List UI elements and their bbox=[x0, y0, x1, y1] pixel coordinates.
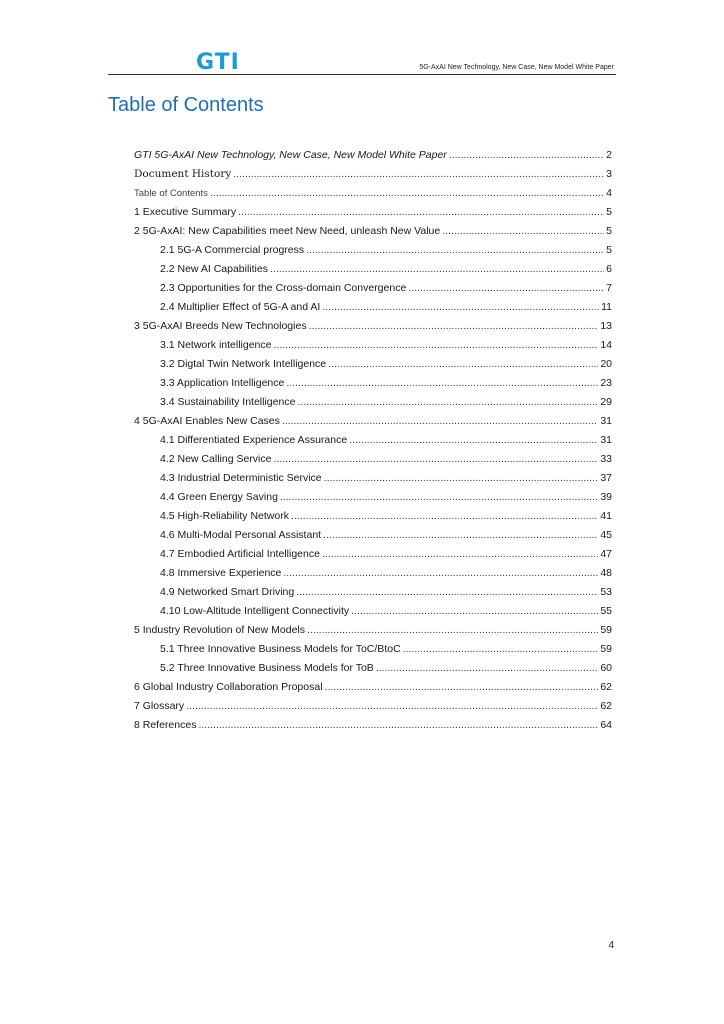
toc-entry-label: 2 5G-AxAI: New Capabilities meet New Need, unleash New Value bbox=[134, 225, 441, 237]
toc-entry-page: 45 bbox=[600, 529, 612, 541]
toc-entry[interactable] bbox=[134, 640, 612, 659]
toc-entry-label: 4.2 New Calling Service bbox=[160, 453, 272, 465]
toc-entry-label: 4.10 Low-Altitude Intelligent Connectivity bbox=[160, 605, 350, 617]
toc-entry-label: 2.3 Opportunities for the Cross-domain Convergence bbox=[160, 282, 407, 294]
toc-entry[interactable] bbox=[134, 583, 612, 602]
toc-entry-page: 53 bbox=[600, 586, 612, 598]
header-divider bbox=[108, 74, 616, 75]
toc-entry-page: 5 bbox=[606, 225, 612, 237]
toc-leader-dots bbox=[233, 165, 604, 184]
toc-leader-dots bbox=[198, 716, 598, 735]
toc-entry-page: 62 bbox=[600, 681, 612, 693]
toc-leader-dots bbox=[323, 526, 598, 545]
toc-entry[interactable] bbox=[134, 450, 612, 469]
toc-entry-label: 3.4 Sustainability Intelligence bbox=[160, 396, 296, 408]
toc-entry-page: 47 bbox=[600, 548, 612, 560]
toc-leader-dots bbox=[442, 222, 604, 241]
toc-leader-dots bbox=[351, 602, 598, 621]
toc-entry[interactable] bbox=[134, 146, 612, 165]
toc-leader-dots bbox=[186, 697, 598, 716]
toc-entry-page: 60 bbox=[600, 662, 612, 674]
toc-entry-label: 2.2 New AI Capabilities bbox=[160, 263, 268, 275]
toc-entry-label: Table of Contents bbox=[134, 188, 208, 199]
toc-entry-page: 29 bbox=[600, 396, 612, 408]
toc-entry[interactable] bbox=[134, 336, 612, 355]
toc-leader-dots bbox=[270, 260, 604, 279]
toc-entry[interactable] bbox=[134, 545, 612, 564]
toc-entry[interactable] bbox=[134, 602, 612, 621]
toc-leader-dots bbox=[297, 393, 598, 412]
toc-entry-page: 23 bbox=[600, 377, 612, 389]
toc-entry-label: 3.1 Network intelligence bbox=[160, 339, 272, 351]
toc-entry-page: 4 bbox=[606, 187, 612, 199]
toc-entry-label: 1 Executive Summary bbox=[134, 206, 237, 218]
toc-entry-page: 31 bbox=[600, 434, 612, 446]
toc-entry-page: 33 bbox=[600, 453, 612, 465]
toc-entry-page: 7 bbox=[606, 282, 612, 294]
gti-logo: GTI bbox=[196, 50, 240, 75]
toc-entry-label: 3.2 Digtal Twin Network Intelligence bbox=[160, 358, 327, 370]
toc-entry-label: 5 Industry Revolution of New Models bbox=[134, 624, 305, 636]
toc-entry[interactable] bbox=[134, 184, 612, 203]
toc-entry-page: 48 bbox=[600, 567, 612, 579]
toc-entry-label: 5.2 Three Innovative Business Models for ToB bbox=[160, 662, 374, 674]
toc-leader-dots bbox=[408, 279, 604, 298]
toc-leader-dots bbox=[325, 678, 599, 697]
toc-entry-page: 6 bbox=[606, 263, 612, 275]
toc-entry-label: 4.7 Embodied Artificial Intelligence bbox=[160, 548, 320, 560]
toc-entry[interactable] bbox=[134, 355, 612, 374]
toc-entry-label: 3 5G-AxAI Breeds New Technologies bbox=[134, 320, 307, 332]
toc-leader-dots bbox=[296, 583, 598, 602]
toc-entry-label: 4.6 Multi-Modal Personal Assistant bbox=[160, 529, 322, 541]
toc-entry[interactable] bbox=[134, 279, 612, 298]
toc-entry-label: 4.1 Differentiated Experience Assurance bbox=[160, 434, 348, 446]
toc-leader-dots bbox=[283, 564, 598, 583]
toc-leader-dots bbox=[238, 203, 604, 222]
toc-entry-label: 4.8 Immersive Experience bbox=[160, 567, 282, 579]
toc-entry-label: 4 5G-AxAI Enables New Cases bbox=[134, 415, 280, 427]
toc-leader-dots bbox=[280, 488, 598, 507]
toc-entry[interactable] bbox=[134, 317, 612, 336]
toc-entry-page: 41 bbox=[600, 510, 612, 522]
toc-leader-dots bbox=[210, 184, 604, 203]
toc-entry-page: 59 bbox=[600, 643, 612, 655]
toc-entry-label: 2.4 Multiplier Effect of 5G-A and AI bbox=[160, 301, 321, 313]
toc-entry-page: 11 bbox=[601, 301, 612, 313]
toc-leader-dots bbox=[309, 317, 599, 336]
toc-entry-page: 14 bbox=[600, 339, 612, 351]
header-document-title: 5G-AxAI New Technology, New Case, New Model White Paper bbox=[419, 64, 614, 71]
toc-entry-page: 3 bbox=[606, 168, 612, 180]
toc-entry-page: 20 bbox=[600, 358, 612, 370]
toc-entry-page: 59 bbox=[600, 624, 612, 636]
toc-entry-label: 3.3 Application Intelligence bbox=[160, 377, 285, 389]
toc-leader-dots bbox=[403, 640, 599, 659]
toc-entry[interactable] bbox=[134, 393, 612, 412]
toc-entry[interactable] bbox=[134, 621, 612, 640]
toc-leader-dots bbox=[286, 374, 598, 393]
toc-entry[interactable] bbox=[134, 526, 612, 545]
toc-leader-dots bbox=[328, 355, 598, 374]
toc-entry[interactable] bbox=[134, 716, 612, 735]
toc-leader-dots bbox=[376, 659, 598, 678]
toc-entry-label: 8 References bbox=[134, 719, 197, 731]
toc-entry[interactable] bbox=[134, 412, 612, 431]
toc-leader-dots bbox=[324, 469, 599, 488]
toc-leader-dots bbox=[307, 621, 598, 640]
toc-entry[interactable] bbox=[134, 260, 612, 279]
page-number: 4 bbox=[608, 940, 614, 951]
toc-leader-dots bbox=[322, 298, 599, 317]
toc-entry-page: 37 bbox=[600, 472, 612, 484]
toc-leader-dots bbox=[322, 545, 598, 564]
page-title: Table of Contents bbox=[108, 94, 264, 116]
toc-entry-label: 5.1 Three Innovative Business Models for ToC/BtoC bbox=[160, 643, 401, 655]
toc-entry[interactable] bbox=[134, 165, 612, 184]
toc-entry-label: 7 Glossary bbox=[134, 700, 185, 712]
toc-entry[interactable] bbox=[134, 564, 612, 583]
toc-entry-label: 4.3 Industrial Deterministic Service bbox=[160, 472, 322, 484]
toc-entry-page: 64 bbox=[600, 719, 612, 731]
toc-entry[interactable] bbox=[134, 469, 612, 488]
toc-entry-label: 4.5 High-Reliability Network bbox=[160, 510, 289, 522]
toc-entry-page: 2 bbox=[606, 149, 612, 161]
toc-entry[interactable] bbox=[134, 431, 612, 450]
toc-entry-page: 5 bbox=[606, 206, 612, 218]
toc-entry[interactable] bbox=[134, 697, 612, 716]
toc-entry[interactable] bbox=[134, 374, 612, 393]
toc-entry-page: 55 bbox=[600, 605, 612, 617]
toc-leader-dots bbox=[306, 241, 604, 260]
toc-entry[interactable] bbox=[134, 488, 612, 507]
toc-entry-label: 6 Global Industry Collaboration Proposal bbox=[134, 681, 323, 693]
toc-entry-page: 5 bbox=[606, 244, 612, 256]
toc-entry-label: 2.1 5G-A Commercial progress bbox=[160, 244, 305, 256]
toc-leader-dots bbox=[349, 431, 598, 450]
toc-entry-page: 13 bbox=[600, 320, 612, 332]
toc-entry-label: 4.9 Networked Smart Driving bbox=[160, 586, 295, 598]
toc-leader-dots bbox=[273, 450, 598, 469]
toc-entry[interactable] bbox=[134, 222, 612, 241]
toc-entry-label: Document History bbox=[134, 168, 232, 180]
toc-entry[interactable] bbox=[134, 507, 612, 526]
toc-entry-page: 39 bbox=[600, 491, 612, 503]
toc-entry-page: 31 bbox=[600, 415, 612, 427]
toc-entry-label: 4.4 Green Energy Saving bbox=[160, 491, 278, 503]
toc-leader-dots bbox=[449, 146, 604, 165]
toc-leader-dots bbox=[273, 336, 598, 355]
toc-leader-dots bbox=[282, 412, 598, 431]
toc-entry[interactable] bbox=[134, 203, 612, 222]
toc-entry-label: GTI 5G-AxAI New Technology, New Case, New Model White Paper bbox=[134, 149, 447, 161]
toc-leader-dots bbox=[291, 507, 598, 526]
toc-entry[interactable] bbox=[134, 678, 612, 697]
toc-entry[interactable] bbox=[134, 241, 612, 260]
toc-entry[interactable] bbox=[134, 298, 612, 317]
table-of-contents bbox=[134, 146, 612, 735]
toc-entry-page: 62 bbox=[600, 700, 612, 712]
toc-entry[interactable] bbox=[134, 659, 612, 678]
